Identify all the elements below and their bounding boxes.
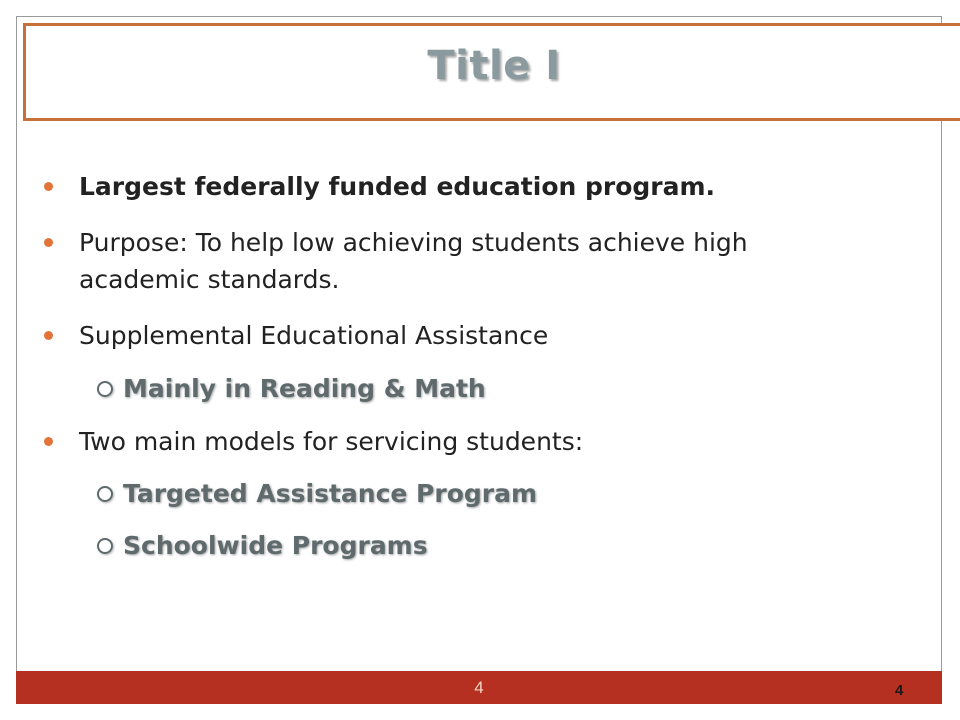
bullet-text: Purpose: To help low achieving students achieve high academic standards. bbox=[79, 228, 748, 294]
circle-bullet-icon bbox=[97, 538, 113, 554]
sub-item bbox=[97, 527, 428, 564]
slide-title: Title I bbox=[427, 43, 561, 89]
bullet-text: Supplemental Educational Assistance bbox=[79, 321, 549, 350]
circle-bullet-icon bbox=[97, 381, 113, 397]
bullet-item bbox=[44, 423, 869, 460]
sub-item bbox=[97, 475, 537, 512]
bullet-text: Largest federally funded education program. bbox=[79, 172, 716, 201]
circle-bullet-icon bbox=[97, 486, 113, 502]
sub-item-text: Targeted Assistance Program bbox=[123, 479, 538, 508]
sub-item bbox=[97, 370, 486, 407]
sub-item-text: Schoolwide Programs bbox=[123, 531, 428, 560]
footer-bar bbox=[16, 671, 942, 704]
bullet-item bbox=[44, 224, 869, 298]
bullet-dot-icon bbox=[44, 437, 53, 446]
bullet-item bbox=[44, 168, 869, 205]
bullet-item bbox=[44, 317, 869, 354]
slide-number: 4 bbox=[895, 682, 904, 699]
bullet-dot-icon bbox=[44, 238, 53, 247]
footer-page-number: 4 bbox=[474, 678, 484, 697]
bullet-text: Two main models for servicing students: bbox=[79, 427, 584, 456]
bullet-dot-icon bbox=[44, 182, 53, 191]
sub-item-text: Mainly in Reading & Math bbox=[123, 374, 486, 403]
bullet-dot-icon bbox=[44, 331, 53, 340]
